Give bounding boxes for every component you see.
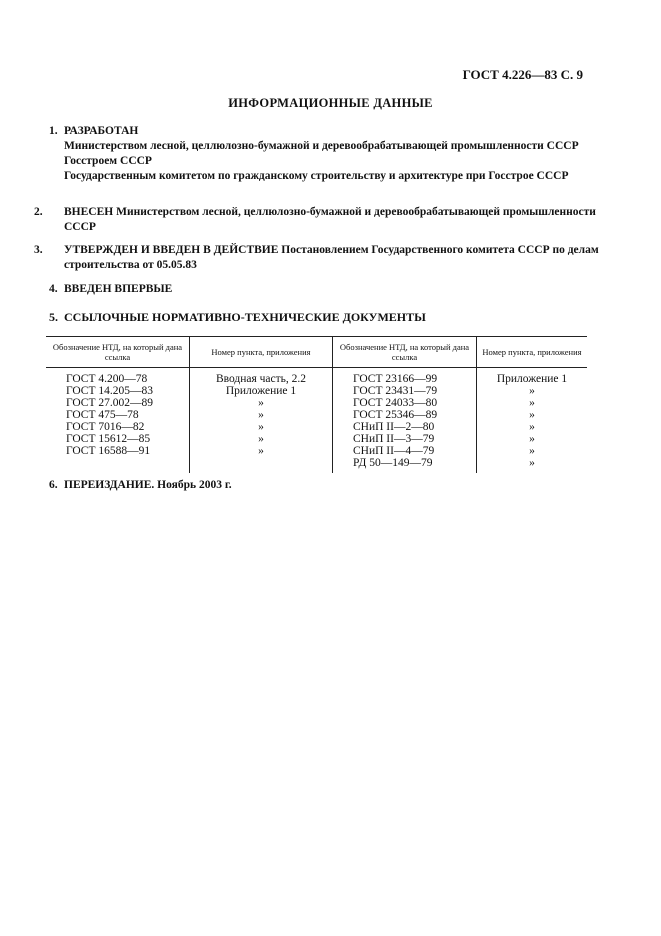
- ref-item: Вводная часть, 2.2: [215, 373, 307, 385]
- left-ref-cell: [190, 368, 333, 474]
- document-title: ИНФОРМАЦИОННЫЕ ДАННЫЕ: [228, 96, 433, 110]
- ref-item: »: [529, 445, 535, 457]
- section-heading: ВНЕСЕН: [64, 206, 114, 218]
- ref-item: »: [529, 433, 535, 445]
- section-heading: ССЫЛОЧНЫЕ НОРМАТИВНО-ТЕХНИЧЕСКИЕ ДОКУМЕНТЫ: [64, 310, 426, 324]
- header-ref-right: Номер пункта, приложения: [477, 337, 588, 368]
- section-number: 1.: [49, 125, 58, 137]
- section-reference-documents: [49, 310, 589, 325]
- section-introduced: [34, 205, 604, 235]
- section-number: 4.: [49, 283, 58, 295]
- left-ntd-cell: [46, 368, 190, 474]
- header-ntd-right: Обозначение НТД, на который дана ссылка: [333, 337, 477, 368]
- section-number: 6.: [49, 479, 58, 491]
- ntd-item: ГОСТ 16588—91: [66, 445, 151, 457]
- right-ref-cell: [477, 368, 588, 474]
- ntd-item: ГОСТ 27.002—89: [66, 397, 154, 409]
- section-heading: РАЗРАБОТАН: [64, 125, 139, 137]
- ref-item: »: [258, 433, 264, 445]
- section-number: 5.: [49, 310, 58, 324]
- developer-gosstroy: Госстроем СССР: [64, 155, 152, 167]
- section-text: Постановлением Государственного комитета СССР по делам строительства от 05.05.83: [64, 244, 599, 271]
- ref-item: »: [258, 409, 264, 421]
- header-ntd-left: Обозначение НТД, на который дана ссылка: [46, 337, 190, 368]
- ntd-item: РД 50—149—79: [353, 457, 433, 469]
- ntd-item: ГОСТ 23431—79: [353, 385, 438, 397]
- page-reference: ГОСТ 4.226—83 С. 9: [462, 67, 583, 82]
- ref-item: »: [529, 457, 535, 469]
- section-heading: ВВЕДЕН ВПЕРВЫЕ: [64, 283, 173, 295]
- section-number: 3.: [34, 244, 43, 256]
- right-ntd-cell: [333, 368, 477, 474]
- section-reissue: [49, 478, 589, 493]
- ntd-item: ГОСТ 23166—99: [353, 373, 438, 385]
- developer-ministry: Министерством лесной, целлюлозно-бумажной и деревообрабатывающей промышленности СССР: [64, 140, 579, 152]
- section-text: Ноябрь 2003 г.: [157, 479, 232, 491]
- ntd-item: ГОСТ 475—78: [66, 409, 139, 421]
- ref-item: »: [258, 421, 264, 433]
- section-developed: [49, 124, 589, 184]
- ref-item: »: [258, 397, 264, 409]
- ntd-item: ГОСТ 15612—85: [66, 433, 151, 445]
- ref-item: »: [529, 385, 535, 397]
- section-heading: ПЕРЕИЗДАНИЕ.: [64, 479, 155, 491]
- ntd-item: ГОСТ 14.205—83: [66, 385, 154, 397]
- ref-item: Приложение 1: [225, 385, 297, 397]
- ref-item: »: [529, 421, 535, 433]
- section-approved: [34, 243, 604, 273]
- ntd-item: СНиП II—4—79: [353, 445, 435, 457]
- section-number: 2.: [34, 206, 43, 218]
- table-row: [46, 368, 587, 474]
- section-text: Министерством лесной, целлюлозно-бумажной и деревообрабатывающей промышленности СССР: [64, 206, 596, 233]
- ntd-item: ГОСТ 4.200—78: [66, 373, 148, 385]
- ref-item: »: [529, 397, 535, 409]
- table-header-row: [46, 337, 587, 368]
- ntd-item: СНиП II—3—79: [353, 433, 435, 445]
- ntd-item: ГОСТ 24033—80: [353, 397, 438, 409]
- ntd-item: ГОСТ 25346—89: [353, 409, 438, 421]
- ref-item: »: [258, 445, 264, 457]
- ref-item: Приложение 1: [496, 373, 568, 385]
- developer-committee: Государственным комитетом по гражданскому строительству и архитектуре при Госстрое СССР: [64, 170, 569, 182]
- reference-documents-table: [46, 336, 587, 473]
- ntd-item: ГОСТ 7016—82: [66, 421, 145, 433]
- section-first-introduced: [49, 282, 589, 297]
- ref-item: »: [529, 409, 535, 421]
- section-heading: УТВЕРЖДЕН И ВВЕДЕН В ДЕЙСТВИЕ: [64, 244, 279, 256]
- header-ref-left: Номер пункта, приложения: [190, 337, 333, 368]
- ntd-item: СНиП II—2—80: [353, 421, 435, 433]
